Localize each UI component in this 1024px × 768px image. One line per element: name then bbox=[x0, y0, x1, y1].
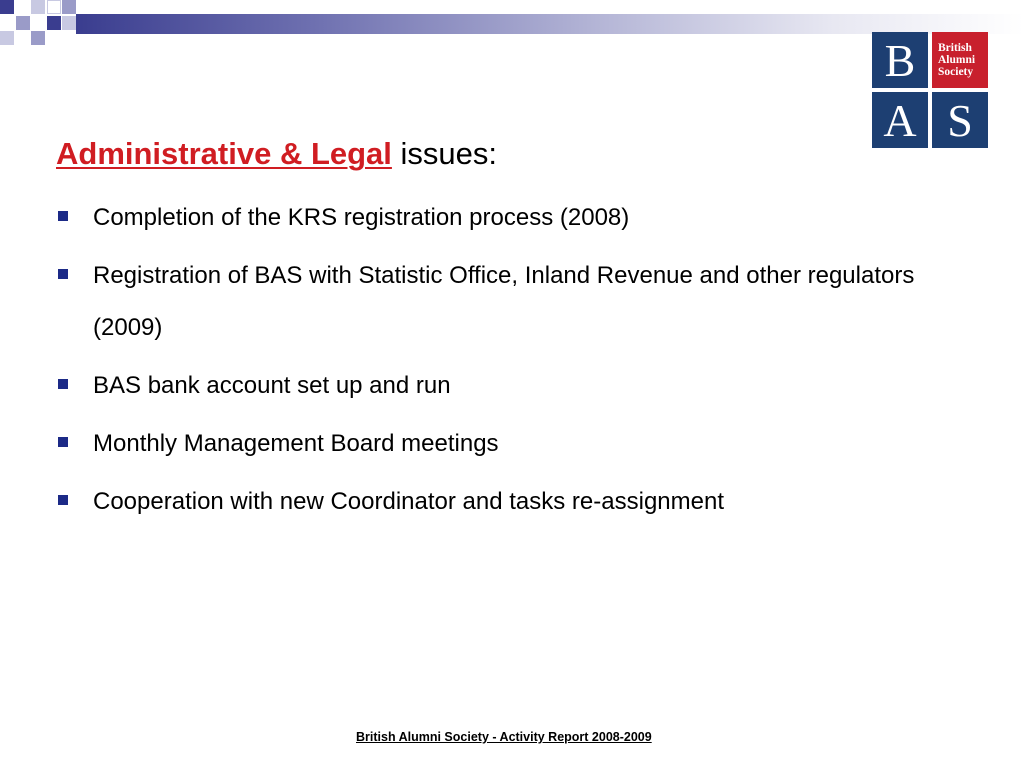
decorative-square bbox=[0, 31, 14, 45]
slide-title bbox=[56, 136, 497, 172]
slide-footer: British Alumni Society - Activity Report 2008-2009 bbox=[356, 730, 652, 744]
bullet-text: Monthly Management Board meetings bbox=[93, 430, 499, 457]
bullet-item bbox=[56, 476, 956, 528]
decorative-square bbox=[31, 0, 45, 14]
decorative-square bbox=[31, 31, 45, 45]
bullet-text: BAS bank account set up and run bbox=[93, 372, 451, 399]
bullet-item bbox=[56, 192, 956, 244]
header-gradient-bar bbox=[76, 14, 1024, 34]
square-bullet-icon bbox=[58, 379, 68, 389]
logo-text-line: Alumni bbox=[938, 54, 976, 66]
logo-text-block bbox=[932, 32, 988, 88]
decorative-square bbox=[47, 0, 61, 14]
decorative-square bbox=[62, 0, 76, 14]
bullet-text: Registration of BAS with Statistic Office, Inland Revenue and other regulators (2009) bbox=[93, 262, 915, 341]
bas-logo bbox=[872, 32, 988, 148]
decorative-square bbox=[47, 16, 61, 30]
square-bullet-icon bbox=[58, 211, 68, 221]
decorative-header-band bbox=[0, 0, 1024, 48]
logo-text-line: British bbox=[938, 42, 972, 54]
decorative-square bbox=[62, 16, 76, 30]
bullet-item bbox=[56, 360, 956, 412]
decorative-square bbox=[16, 16, 30, 30]
bullet-list bbox=[56, 192, 956, 534]
logo-letter-a: A bbox=[872, 92, 928, 148]
title-rest: issues: bbox=[391, 136, 498, 171]
bullet-item bbox=[56, 250, 956, 354]
title-highlight: Administrative & Legal bbox=[56, 136, 392, 171]
bullet-item bbox=[56, 418, 956, 470]
decorative-square bbox=[0, 0, 14, 14]
bullet-text: Cooperation with new Coordinator and tasks re-assignment bbox=[93, 488, 724, 515]
square-bullet-icon bbox=[58, 437, 68, 447]
logo-letter-b: B bbox=[872, 32, 928, 88]
logo-text-line: Society bbox=[938, 66, 974, 78]
square-bullet-icon bbox=[58, 269, 68, 279]
square-bullet-icon bbox=[58, 495, 68, 505]
logo-letter-s: S bbox=[932, 92, 988, 148]
bullet-text: Completion of the KRS registration process (2008) bbox=[93, 204, 630, 231]
